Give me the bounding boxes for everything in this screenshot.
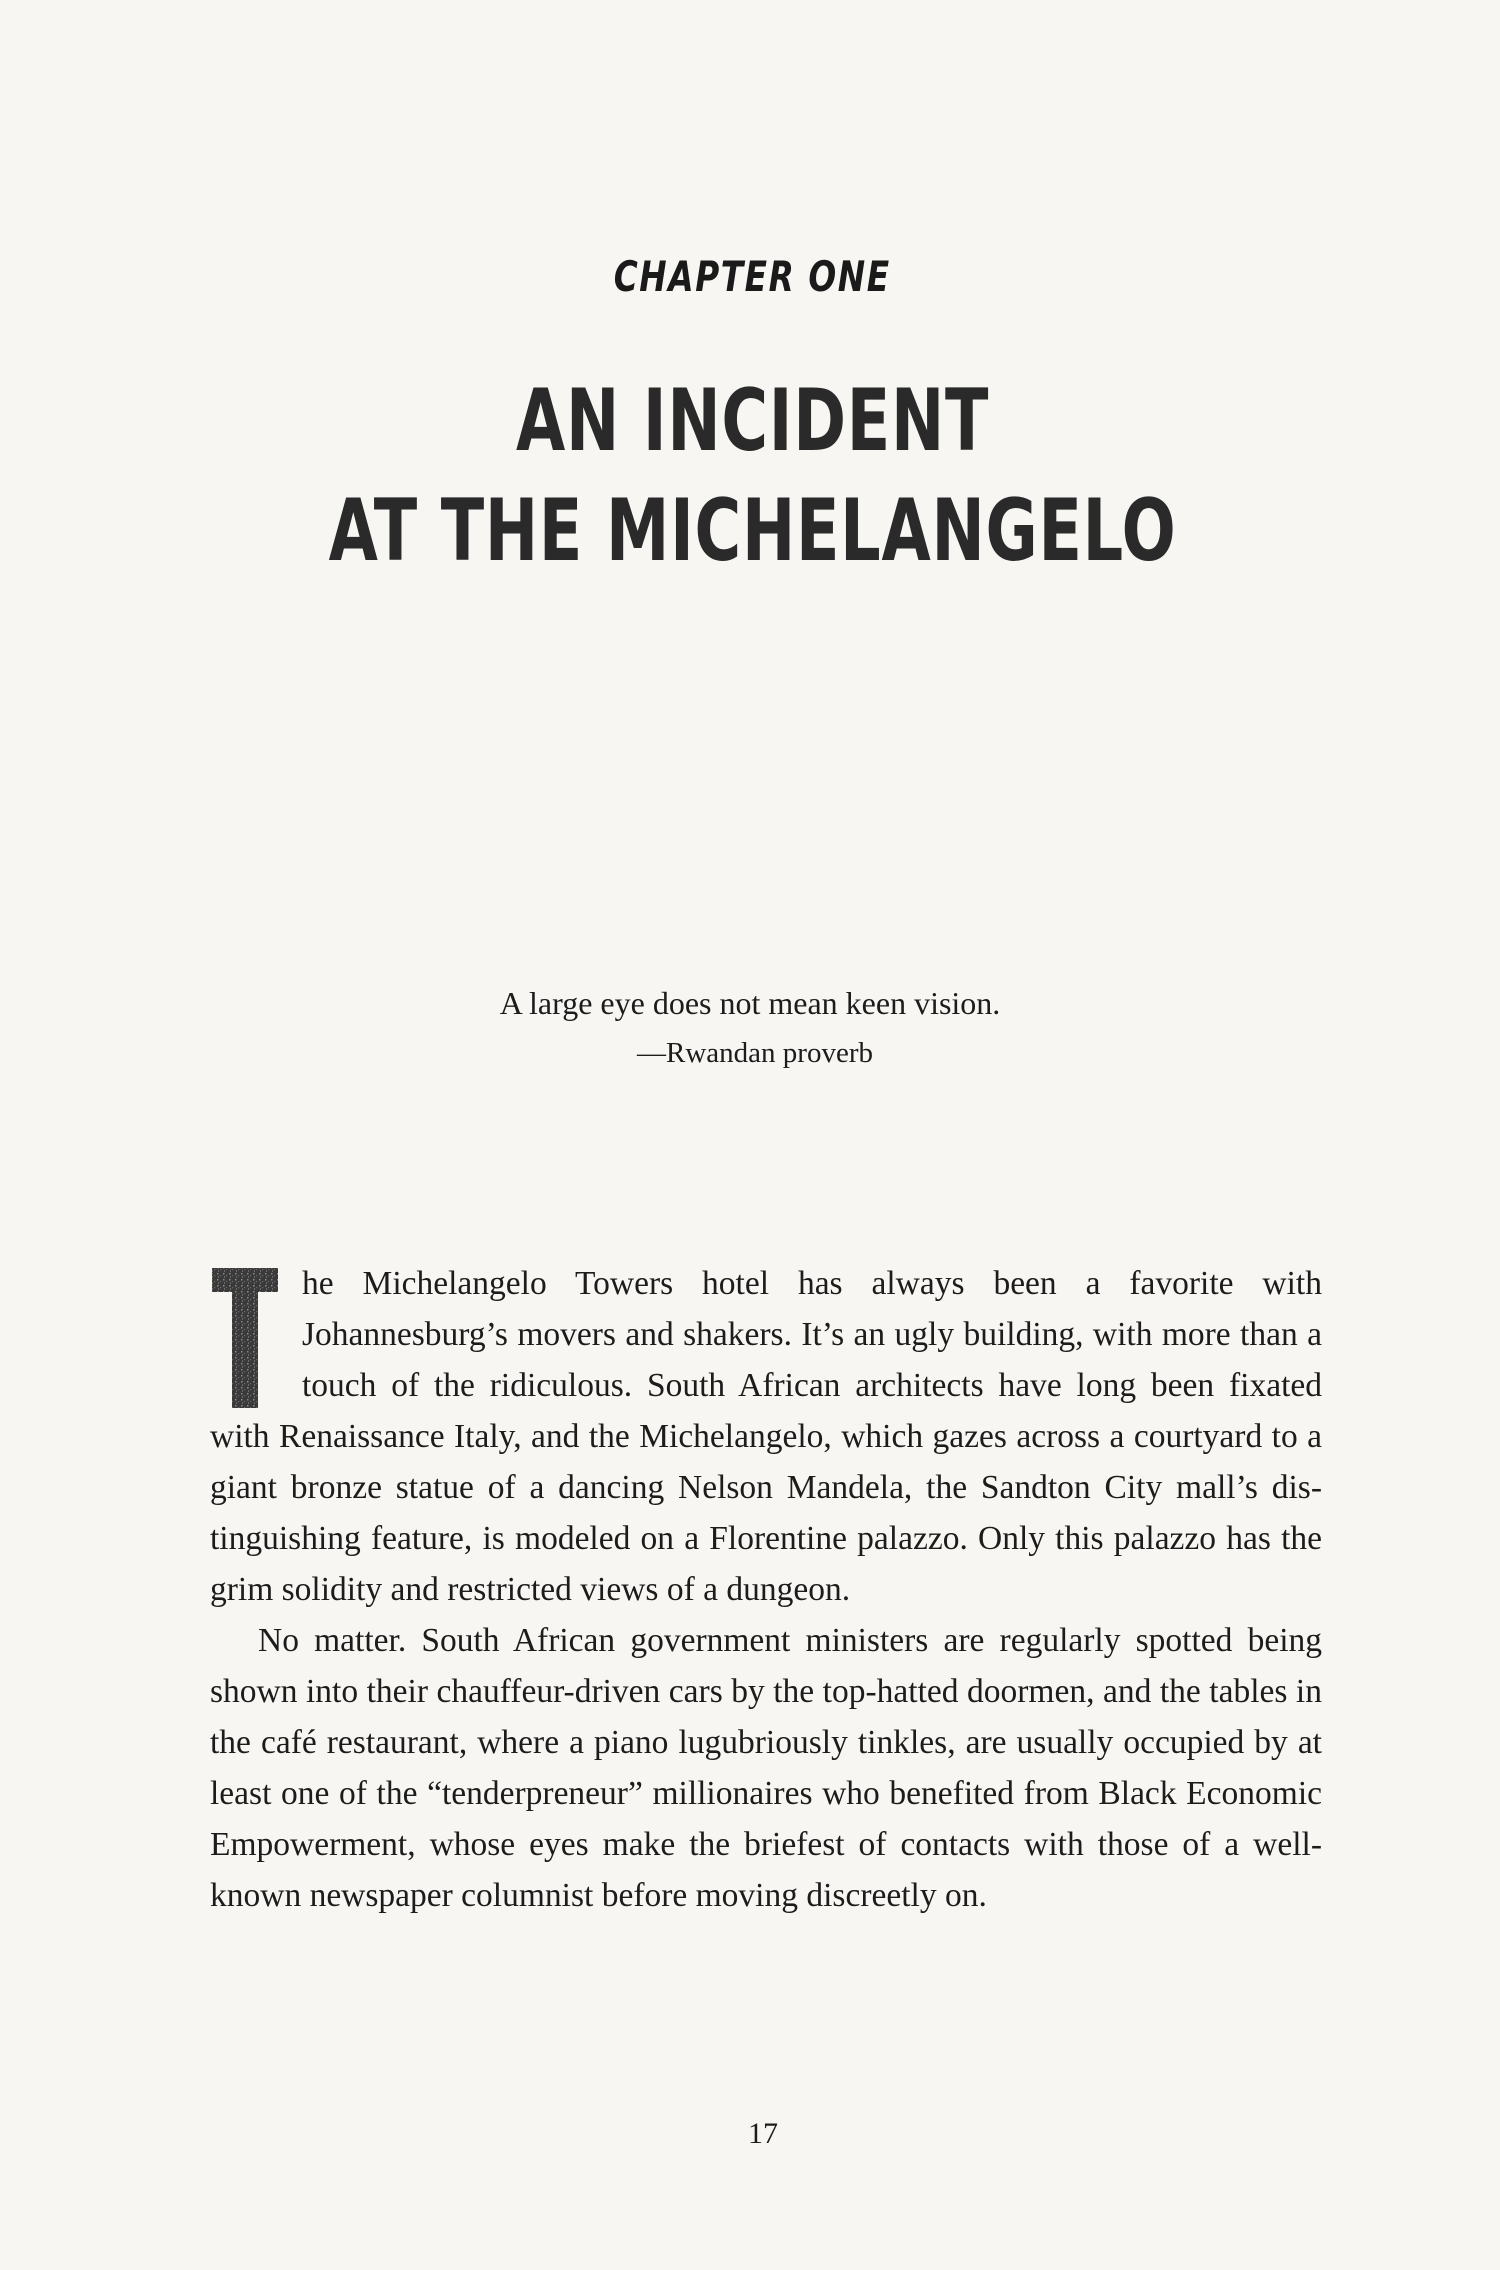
epigraph-attribution: —Rwandan proverb	[637, 1037, 873, 1069]
chapter-title-line-2: AT THE MICHELANGELO	[328, 481, 1177, 581]
paragraph-1-text: he Michelangelo Towers hotel has always been a favorite with Johannesburg’s movers and shakers. It’s an ugly building, with more than a touch of the ridiculous. South African architects have long been fixated with Renaissance Italy, and the Michelangelo, which gazes across a courtyard to a giant bronze statue of a dancing Nelson Mandela, the Sandton City mall’s distinguishing feature, is modeled on a Florentine palazzo. Only this palazzo has the grim solidity and restricted views of a dungeon.	[210, 1265, 1322, 1608]
chapter-title-line-1: AN INCIDENT	[516, 371, 990, 471]
paragraph-2: No matter. South African government ministers are regularly spotted being shown into their chauffeur-driven cars by the top-hatted doormen, and the tables in the café restaurant, where a piano lugubriously tinkles, are usually occupied by at least one of the “tenderpreneur” millionaires who benefited from Black Economic Empowerment, whose eyes make the briefest of contacts with those of a well-known newspaper columnist before moving discreetly on.	[210, 1622, 1322, 1914]
drop-cap-glyph	[210, 1266, 280, 1411]
drop-cap	[210, 1266, 280, 1411]
epigraph-quote: A large eye does not mean keen vision.	[499, 985, 1001, 1021]
chapter-title	[198, 366, 1308, 586]
paragraph-1	[210, 1258, 1322, 1615]
drop-cap-letter: T	[244, 1396, 246, 1397]
chapter-label: CHAPTER ONE	[613, 252, 891, 301]
body-text	[210, 1258, 1322, 1921]
page-number: 17	[748, 2117, 778, 2150]
epigraph	[0, 978, 1500, 1078]
